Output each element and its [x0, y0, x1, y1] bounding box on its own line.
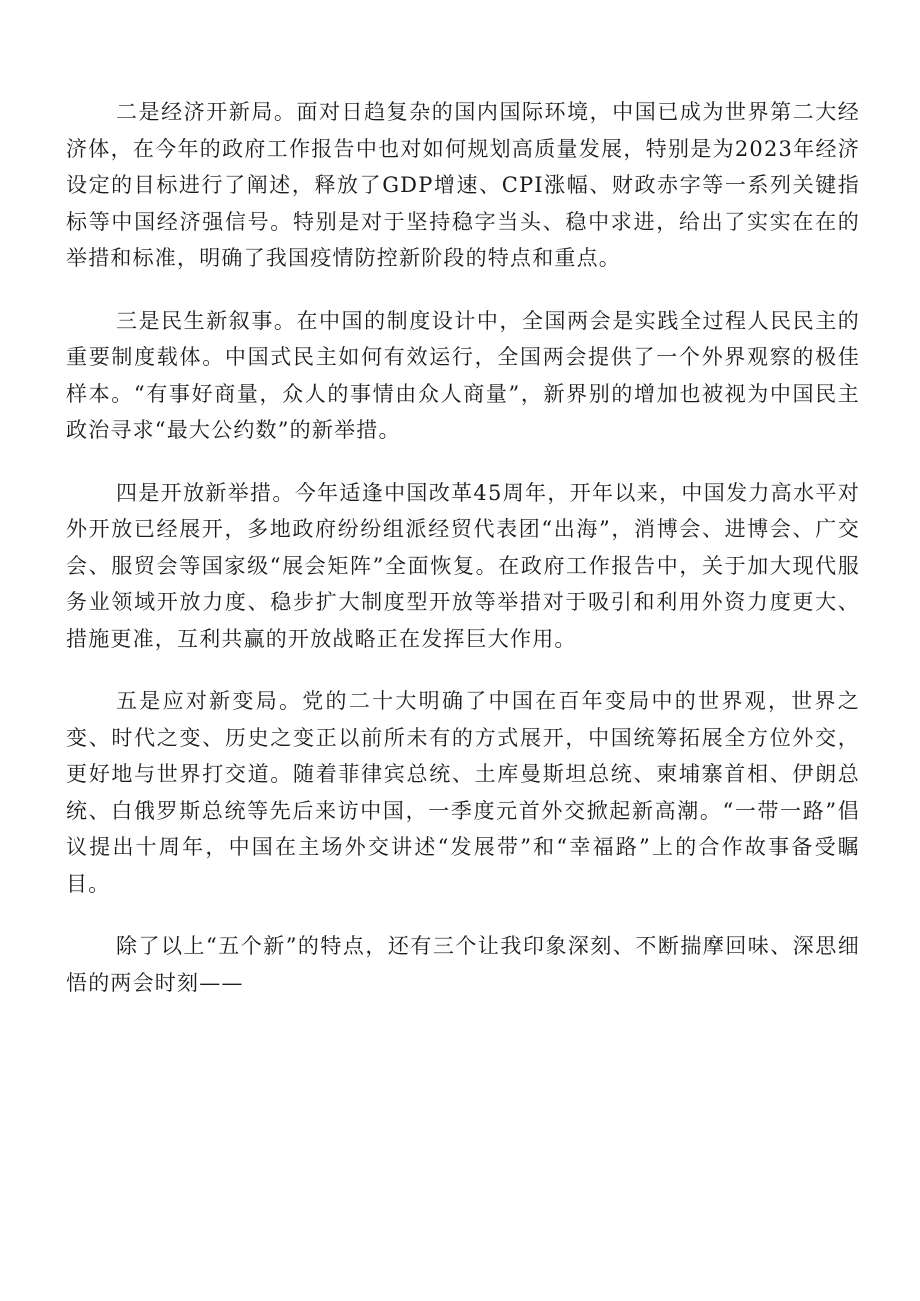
- paragraph-economy: 二是经济开新局。面对日趋复杂的国内国际环境，中国已成为世界第二大经济体，在今年的政府工作报告中也对如何规划高质量发展，特别是为2023年经济设定的目标进行了阐述，释放了GDP增速、CPI涨幅、财政赤字等一系列关键指标等中国经济强信号。特别是对于坚持稳字当头、稳中求进，给出了实实在在的举措和标准，明确了我国疫情防控新阶段的特点和重点。: [66, 100, 860, 270]
- paragraph-new-changes: 五是应对新变局。党的二十大明确了中国在百年变局中的世界观，世界之变、时代之变、历史之变正以前所未有的方式展开，中国统筹拓展全方位外交，更好地与世界打交道。随着菲律宾总统、土库曼斯坦总统、柬埔寨首相、伊朗总统、白俄罗斯总统等先后来访中国，一季度元首外交掀起新高潮。“一带一路”倡议提出十周年，中国在主场外交讲述“发展带”和“幸福路”上的合作故事备受瞩目。: [66, 689, 860, 896]
- paragraph-two-sessions-moments: 除了以上“五个新”的特点，还有三个让我印象深刻、不断揣摩回味、深思细悟的两会时刻——: [66, 934, 860, 995]
- paragraph-livelihood: 三是民生新叙事。在中国的制度设计中，全国两会是实践全过程人民民主的重要制度载体。中国式民主如何有效运行，全国两会提供了一个外界观察的极佳样本。“有事好商量，众人的事情由众人商量”，新界别的增加也被视为中国民主政治寻求“最大公约数”的新举措。: [66, 308, 860, 442]
- document-body: [66, 94, 860, 1027]
- paragraph-opening-up: 四是开放新举措。今年适逢中国改革45周年，开年以来，中国发力高水平对外开放已经展开，多地政府纷纷组派经贸代表团“出海”，消博会、进博会、广交会、服贸会等国家级“展会矩阵”全面恢复。在政府工作报告中，关于加大现代服务业领域开放力度、稳步扩大制度型开放等举措对于吸引和利用外资力度更大、措施更准，互利共赢的开放战略正在发挥巨大作用。: [66, 480, 860, 651]
